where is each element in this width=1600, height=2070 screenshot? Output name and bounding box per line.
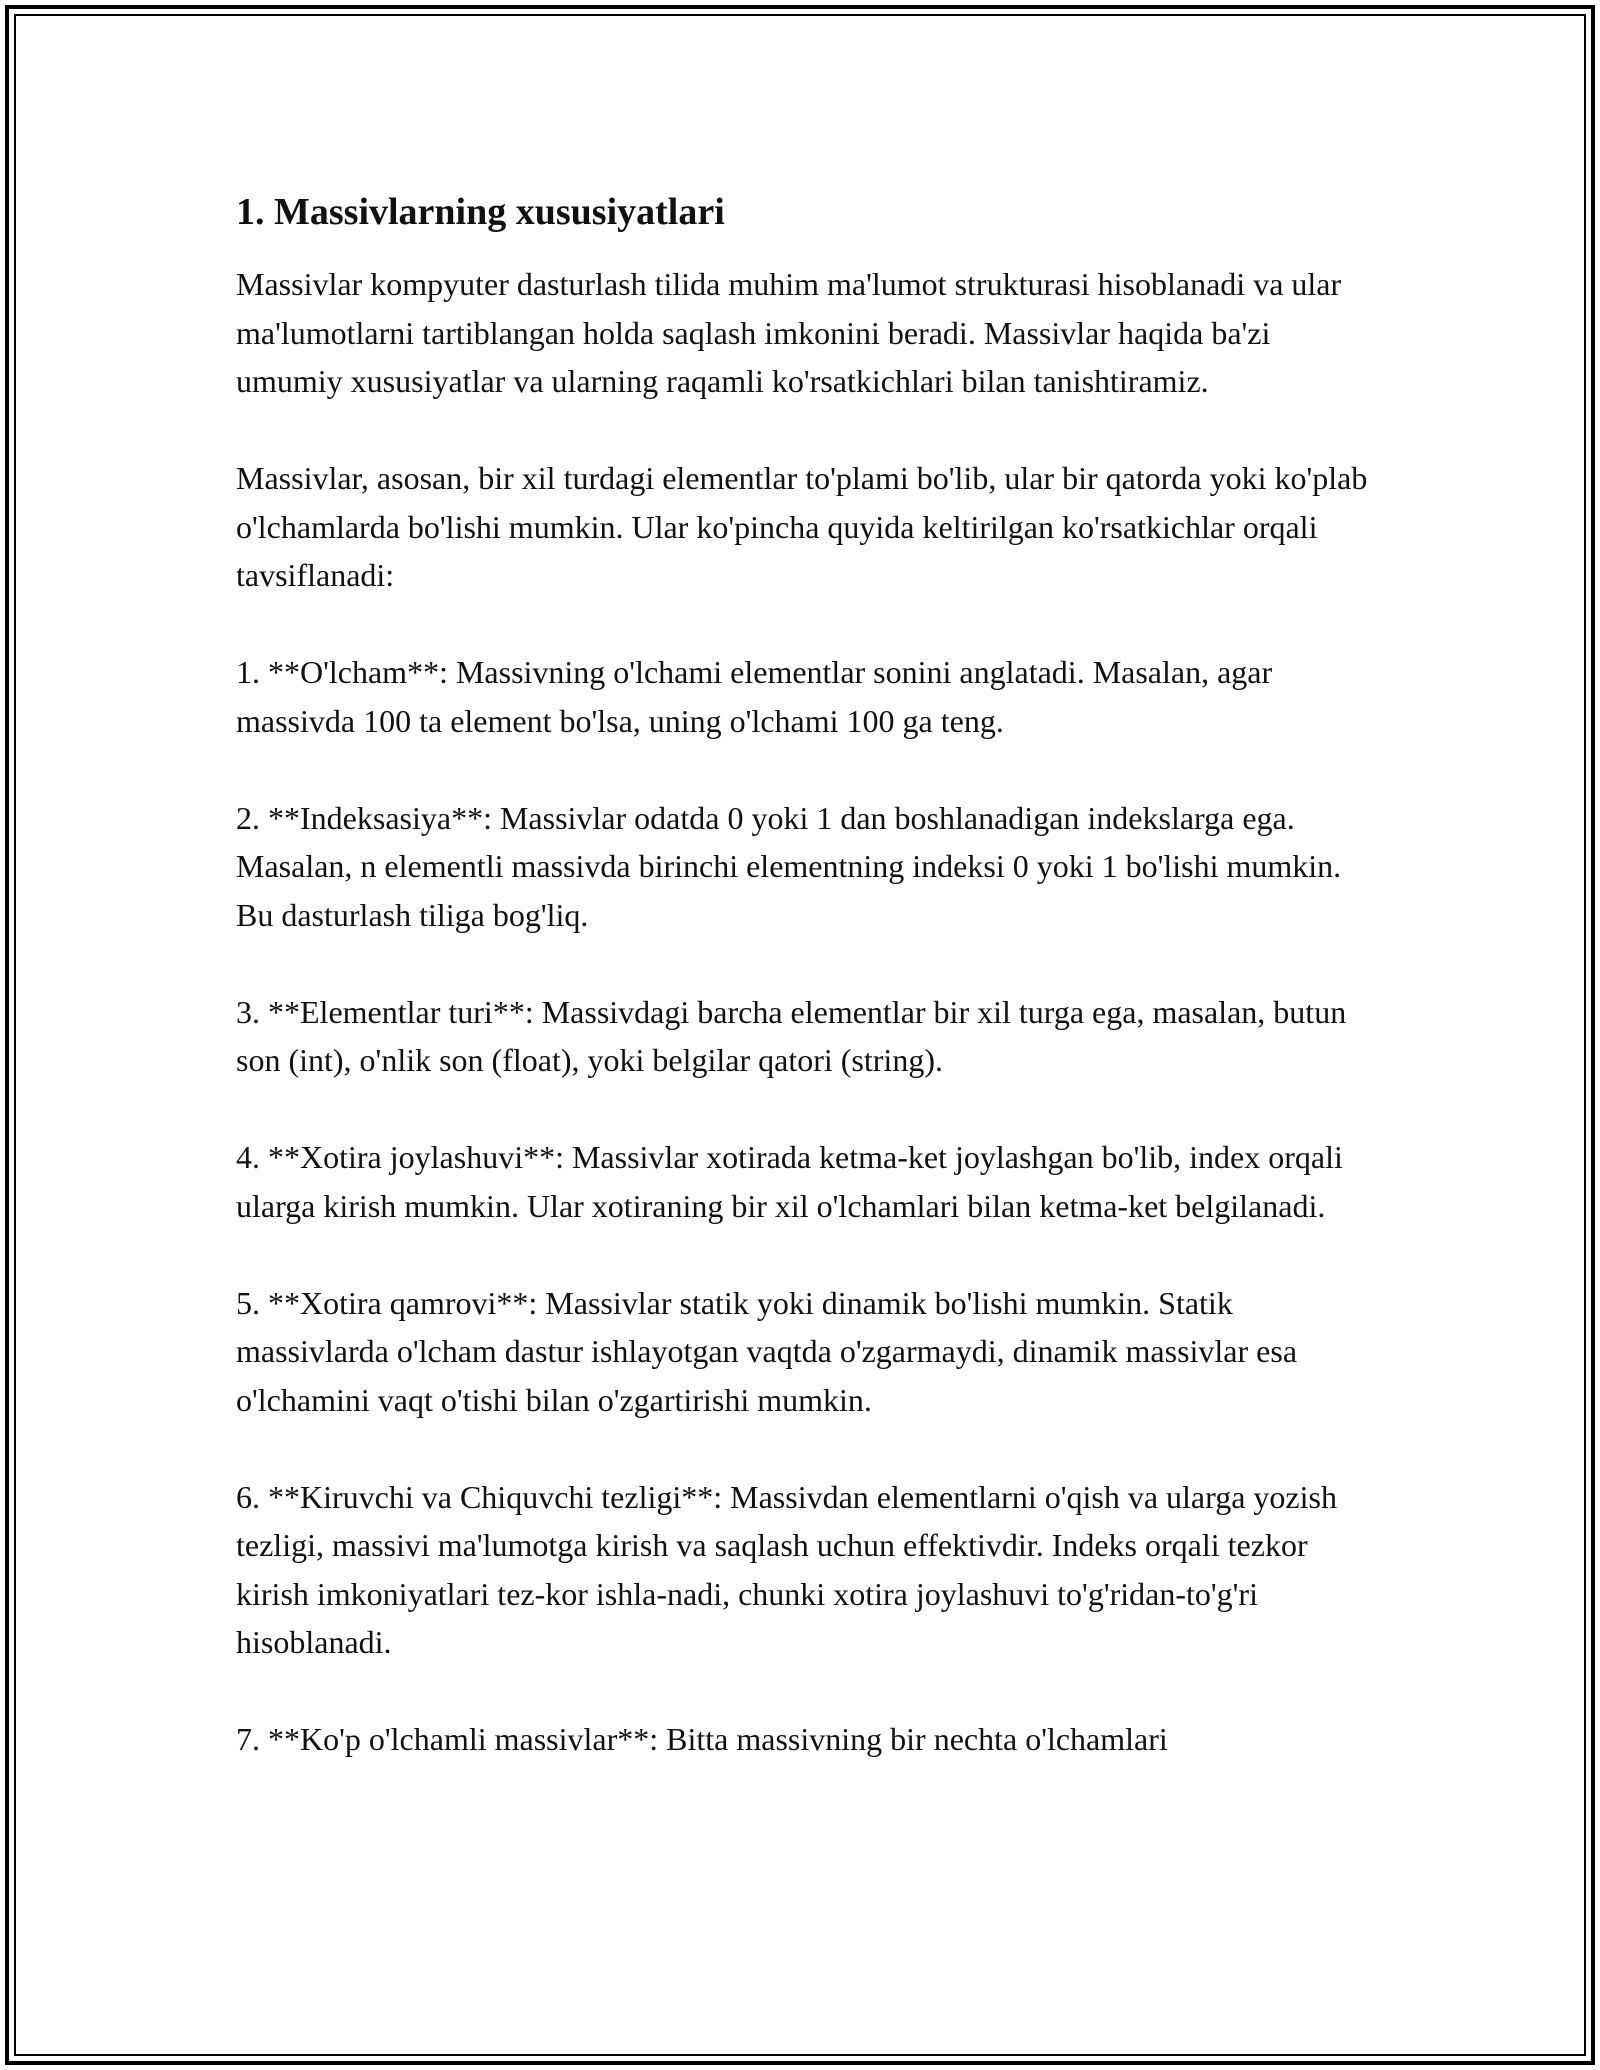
list-item-memory-scope: 5. **Xotira qamrovi**: Massivlar statik yoki dinamik bo'lishi mumkin. Statik massivlarda o'lcham dastur ishlayotgan vaqtda o'zgarmaydi, dinamik massivlar esa o'lchamini vaqt o'tishi bilan o'zgartirishi mumkin.	[236, 1284, 1298, 1418]
list-item-indexing: 2. **Indeksasiya**: Massivlar odatda 0 yoki 1 dan boshlanadigan indekslarga ega. Masalan, n elementli massivda birinchi elementning indeksi 0 yoki 1 bo'lishi mumkin. Bu dasturlash tiliga bog'liq.	[236, 799, 1342, 933]
document-body	[236, 186, 1376, 1764]
page-title: 1. Massivlarning xususiyatlari	[236, 191, 725, 233]
list-item-memory-layout: 4. **Xotira joylashuvi**: Massivlar xotirada ketma-ket joylashgan bo'lib, index orqali ularga kirish mumkin. Ular xotiraning bir xil o'lchamlari bilan ketma-ket belgilanadi.	[236, 1139, 1343, 1224]
overview-paragraph: Massivlar, asosan, bir xil turdagi elementlar to'plami bo'lib, ular bir qatorda yoki ko'plab o'lchamlarda bo'lishi mumkin. Ular ko'pincha quyida keltirilgan ko'rsatkichlar orqali tavsiflanadi:	[236, 460, 1368, 593]
list-item-io-speed: 6. **Kiruvchi va Chiquvchi tezligi**: Massivdan elementlarni o'qish va ularga yozish tezligi, massivi ma'lumotga kirish va saqlash uchun effektivdir. Indeks orqali tezkor kirish imkoniyatlari tez-kor ishla-nadi, chunki xotira joylashuvi to'g'ridan-to'g'ri hisoblanadi.	[236, 1478, 1337, 1660]
intro-paragraph: Massivlar kompyuter dasturlash tilida muhim ma'lumot strukturasi hisoblanadi va ular ma'lumotlarni tartiblangan holda saqlash imkonini beradi. Massivlar haqida ba'zi umumiy xususiyatlar va ularning raqamli ko'rsatkichlari bilan tanishtiramiz.	[236, 266, 1342, 399]
list-item-multidimensional: 7. **Ko'p o'lchamli massivlar**: Bitta massivning bir nechta o'lchamlari	[236, 1721, 1168, 1757]
list-item-size: 1. **O'lcham**: Massivning o'lchami elementlar sonini anglatadi. Masalan, agar massivda 100 ta element bo'lsa, uning o'lchami 100 ga teng.	[236, 654, 1273, 739]
list-item-element-type: 3. **Elementlar turi**: Massivdagi barcha elementlar bir xil turga ega, masalan, butun son (int), o'nlik son (float), yoki belgilar qatori (string).	[236, 993, 1347, 1078]
